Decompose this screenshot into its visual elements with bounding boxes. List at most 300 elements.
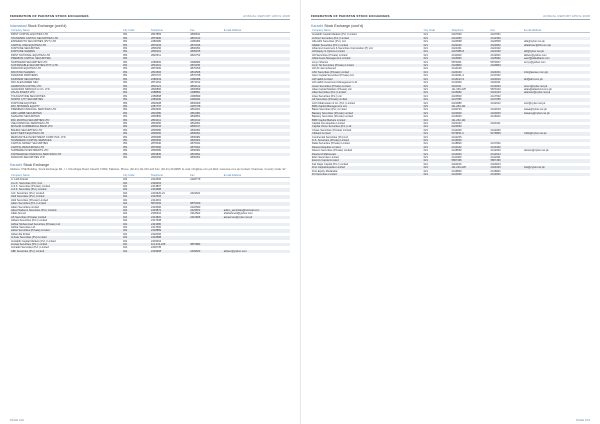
table-cell: 2412300 <box>490 37 523 40</box>
table-cell: 2287707 <box>150 105 189 108</box>
table-cell: 2420568 <box>451 40 462 44</box>
table-cell: 2280084 <box>190 40 201 44</box>
table-cell: 051 <box>122 78 150 81</box>
table-cell: alfalahsec@hbl.com.pk <box>523 44 590 47</box>
table-cell: 051 <box>123 81 128 85</box>
table-cell: 2424001 <box>490 71 523 74</box>
table-cell: Arif Ali Janmohamed <box>312 67 336 71</box>
table-cell: 021 <box>423 91 451 94</box>
section-title <box>10 163 290 167</box>
table-cell: Escorts Capital Limited <box>311 159 423 162</box>
table-cell: 2801831 <box>189 153 223 156</box>
table-cell: 2870360 <box>151 67 162 71</box>
table-cell: amyn@yahoo.com <box>524 60 546 64</box>
table-cell: 021 <box>423 121 428 125</box>
table-cell: 2421860 <box>451 37 490 40</box>
table-row <box>311 173 590 176</box>
table-cell: 2412012 <box>490 101 501 105</box>
table-cell: 2280388 <box>189 78 223 81</box>
table-cell: 2412001-2 <box>451 74 464 78</box>
table-cell: 2421011 <box>451 85 490 88</box>
table-cell: 051 <box>123 74 128 78</box>
table-cell: 051 <box>123 149 128 153</box>
table-cell: 051 <box>122 50 150 53</box>
table-cell: 2417608 <box>151 219 162 223</box>
table-cell: Adam Securities (Pvt.) Limited <box>10 202 122 205</box>
table-cell: 021 <box>122 229 150 232</box>
table-cell: 2806081 <box>190 128 201 132</box>
table-cell: 2283490 <box>150 98 189 101</box>
table-cell: Adeel Nadeem Securities (Pvt.) Limited <box>10 209 122 212</box>
table-cell: 2412015 <box>451 135 462 139</box>
table-cell: 5867466 <box>490 159 523 162</box>
table-cell: 2413807 <box>151 185 162 189</box>
section-karachi <box>10 163 290 253</box>
column-header: Company Name <box>10 29 122 33</box>
table-cell: AK Securities (Private) Limited <box>10 216 122 219</box>
table-cell: 2806080 <box>151 149 162 153</box>
table-cell: 021 <box>423 146 451 149</box>
table-cell: 021 <box>423 64 451 67</box>
table-cell: 2804301 <box>190 108 201 112</box>
table-cell: 051 <box>123 142 128 146</box>
table-cell: 2806161 <box>150 50 189 53</box>
table-cell: 2806080 <box>151 135 162 139</box>
table-cell: Bawa Securities (Pvt.) Limited <box>312 108 347 112</box>
table-cell: 2425960 <box>451 57 490 60</box>
table-cell: 2420060 <box>451 125 490 128</box>
table-cell: BRR Capital Markets Limited <box>311 119 423 122</box>
table-cell: 2280333 <box>150 78 189 81</box>
table-cell: 051 <box>123 94 128 98</box>
table-cell: 2827883 <box>151 33 162 37</box>
section-title-main: Karachi <box>10 163 23 168</box>
table-cell: First Capital Equities Limited <box>311 166 423 169</box>
right-page <box>300 0 600 424</box>
table-cell: 2424040 <box>451 71 490 74</box>
table-cell: 021 <box>423 60 428 64</box>
table-cell: 021 <box>423 105 451 108</box>
table-cell: FORTUNE SHARES <box>10 50 122 53</box>
table-cell: 2420779 <box>190 178 201 182</box>
table-cell: Abid Securities (Private) Limited <box>11 198 48 202</box>
table-cell: 051 <box>123 128 128 132</box>
table-cell: Dawood Fidahussain <box>311 153 423 156</box>
table-cell: Continental Securities (Pvt) Ltd. <box>312 135 349 139</box>
section-islamabad <box>10 24 290 159</box>
table-cell: bawa@cyber.net.pk <box>524 108 547 112</box>
table-cell: Akhtar Muhammad Securities (Private) Ltd. <box>10 223 122 226</box>
column-header: City Code <box>122 174 150 178</box>
table-cell: 2416800 <box>451 169 462 173</box>
table-cell: FAIRVIEW SECURITIES <box>10 78 122 81</box>
table-cell: ATLAS INVEST LTD <box>10 91 122 94</box>
table-cell: 2420411 <box>490 121 501 125</box>
table-cell: alifsec@yahoo.com <box>524 53 547 57</box>
table-cell: 021 <box>423 169 428 173</box>
page-number: PAGE 103 <box>576 418 590 422</box>
table-cell: 051 <box>122 146 150 149</box>
table-cell: 021 <box>423 87 428 91</box>
table-cell: 021 <box>423 156 428 160</box>
table-cell: 2414001 <box>151 198 162 202</box>
table-cell: 021 <box>423 149 428 153</box>
table-cell: 2806081 <box>190 135 201 139</box>
table-cell: 2806351 <box>190 47 201 51</box>
table-cell: 2417602 <box>490 142 501 146</box>
table-cell: Alfalah Securities (Pvt.) Limited <box>311 44 423 47</box>
table-cell: NORTHERN SECURITIES LTD <box>11 60 48 64</box>
table-cell: PAKISTAN SHARES <box>10 71 122 74</box>
column-header: Company Name <box>311 29 423 33</box>
table-cell: Bawany Securities (Private) Limited <box>312 115 353 119</box>
table-cell: Darson Securities (Private) Limited <box>312 149 353 153</box>
table-cell: 2420002 <box>490 44 523 47</box>
table-cell: 021 <box>423 67 428 71</box>
table-cell: 2415960 <box>451 91 490 94</box>
table-cell: STANDARD CAPITAL SECURITIES LTD <box>10 37 122 40</box>
header-right-label: ANNUAL REPORT APRIL 2008 <box>243 14 290 18</box>
table-cell: 2411840 <box>451 53 462 57</box>
table-cell: 2286899 <box>190 94 201 98</box>
table-cell: 021 <box>423 139 451 142</box>
table-cell: 2419621 <box>190 191 201 195</box>
table-cell: 2806811 <box>190 33 201 37</box>
table-cell: 021 <box>123 239 128 243</box>
table-cell: Bawany Securities (Private) Limited <box>311 112 423 115</box>
table-cell: MERCANTILE INVESTMENT CORP. PAK. LTD <box>11 135 66 139</box>
table-cell: 2418889 <box>150 229 189 232</box>
table-cell: 2870707 <box>151 74 162 78</box>
table-cell: 051 <box>123 121 128 125</box>
table-cell: 2802122 <box>189 85 223 88</box>
table-cell: EAST WEST EQUITIES LTD <box>10 132 122 135</box>
table-cell: Adam Securities Limited <box>11 205 39 209</box>
table-cell: 021 <box>423 101 428 105</box>
table-cell: 2802008 <box>151 101 162 105</box>
table-cell: 2411060 <box>451 156 462 160</box>
table-cell: 2870708 <box>190 74 201 78</box>
table-cell: 051 <box>123 47 128 51</box>
table-cell: 2826001 <box>189 139 223 142</box>
table-cell: 2312502 <box>190 212 201 216</box>
table-cell: 2414820 <box>150 216 189 219</box>
column-header: Telephone <box>150 29 189 33</box>
table-cell: 2419688 <box>150 188 189 191</box>
table-cell: 2410888 <box>150 236 189 239</box>
section-karachi-continued <box>311 24 590 176</box>
table-cell: FN Securities Limited <box>311 173 423 176</box>
broker-table <box>10 174 290 253</box>
table-cell: Amin Tai Securities (Private) Limited <box>311 64 423 67</box>
table-cell: Al-Falah Securities (Pvt.) Limited <box>11 246 49 250</box>
table-cell: 2876030 <box>151 142 162 146</box>
table-cell: 021 <box>423 74 428 78</box>
table-cell: 021 <box>423 40 428 44</box>
table-cell: 021 <box>123 191 128 195</box>
table-cell: 2802009 <box>190 101 201 105</box>
table-cell: 2423872 <box>150 209 189 212</box>
table-cell: 2418820 <box>451 142 462 146</box>
broker-table <box>311 29 590 176</box>
table-cell: bawany@cyber.net.pk <box>523 112 590 115</box>
table-cell: 021 <box>423 98 451 101</box>
table-cell: SUPREME INVESTMENTS LTD <box>11 149 49 153</box>
table-cell: 051 <box>123 135 128 139</box>
table-cell: 2806081 <box>190 149 201 153</box>
table-cell: 111-232-225 <box>150 243 189 246</box>
section-subtitle: Stock Exchange <box>23 163 50 168</box>
table-cell: 021 <box>423 78 451 81</box>
table-cell: Alif Equity & Options Limited <box>311 50 423 53</box>
table-cell: 2412000 <box>490 128 501 132</box>
table-cell: 021 <box>423 47 428 51</box>
header-title: FEDERATION OF PAKISTAN STOCK EXCHANGES <box>10 14 89 18</box>
table-cell: atlassec@cyber.net.pk <box>523 91 590 94</box>
table-cell: 051 <box>122 37 150 40</box>
table-cell: 2417655 <box>490 98 523 101</box>
table-cell: 2806080 <box>151 128 162 132</box>
table-cell: 2801155 <box>189 64 223 67</box>
table-cell: 2806150 <box>151 47 162 51</box>
table-cell: Chase Securities (Private) Limited <box>312 128 352 132</box>
table-cell: 2800860 <box>151 87 162 91</box>
table-cell: 021 <box>122 195 150 198</box>
table-cell: 2876031 <box>190 142 201 146</box>
table-cell: 2876060 <box>150 146 189 149</box>
table-cell: 021 <box>122 236 150 239</box>
table-cell: 051 <box>123 40 128 44</box>
table-cell: Al-Habib Capital Markets (Pvt.) Limited <box>11 239 56 243</box>
table-cell: SUSTAINABLE SECURITIES (PVT) LTD <box>10 64 122 67</box>
table-cell: 021 <box>423 71 451 74</box>
table-cell: Dawood Equities Limited <box>311 146 423 149</box>
table-cell: 021 <box>122 182 150 185</box>
table-cell: PAK MUNTHA SECURITIES LTD <box>10 119 122 122</box>
table-cell: 021 <box>423 119 451 122</box>
table-cell: 2417602 <box>490 94 501 98</box>
table-cell: KNOWLEDGE FINANCIAL SERVICES LTD <box>10 153 122 156</box>
table-cell: 021 <box>423 159 451 162</box>
table-cell: 2870036 <box>189 44 223 47</box>
table-cell: Arif Habib Limited <box>311 78 423 81</box>
table-cell: Allied Asset Management Limited <box>311 57 423 60</box>
table-cell: JSE FINANCIAL SERVICES LTD <box>11 121 50 125</box>
table-cell: aftabahmed@yahoo.com <box>223 212 253 216</box>
table-row <box>10 156 290 159</box>
table-cell: 2413001 <box>490 53 501 57</box>
table-cell: 2288861 <box>189 91 223 94</box>
table-cell: 2421010 <box>490 91 523 94</box>
table-cell: 021 <box>123 219 128 223</box>
table-cell: 021 <box>123 212 128 216</box>
table-cell: 051 <box>123 101 128 105</box>
table-cell: 2420500 <box>451 94 462 98</box>
table-cell: 2412020 <box>490 149 501 153</box>
table-cell: NORTH CITY SECURITIES <box>10 98 122 101</box>
table-cell: DAWOOD EQUITIES LTD <box>11 67 42 71</box>
table-cell: 2800859 <box>190 87 201 91</box>
column-header: Fax <box>189 29 223 33</box>
table-cell: aaml@alliedbank.com <box>523 57 590 60</box>
table-cell: 021 <box>123 178 128 182</box>
table-cell: Capital Vision Securities (Pvt.) Ltd. <box>311 125 423 128</box>
column-header: Telephone <box>451 29 490 33</box>
table-cell: 051 <box>122 71 150 74</box>
table-cell: 2415213-3 <box>451 78 490 81</box>
table-cell: PAK ALEXANDER SEC <box>11 81 39 85</box>
table-cell: 2420508 <box>490 40 501 44</box>
table-cell: 2822752 <box>190 53 201 57</box>
table-cell: 2289500 <box>151 60 162 64</box>
table-cell: 021 <box>122 216 150 219</box>
table-cell: 051 <box>122 64 150 67</box>
table-cell: 2801830 <box>150 153 189 156</box>
table-cell <box>223 156 290 159</box>
table-cell: aziz@cyber.net.pk <box>524 101 546 105</box>
table-cell: First Equity Modaraba <box>312 169 338 173</box>
table-cell: 021 <box>423 173 451 176</box>
table-cell: 021 <box>122 250 150 253</box>
table-cell: 021 <box>122 223 150 226</box>
table-cell: 2412000 <box>451 128 462 132</box>
table-cell: PREMIER FINANCIAL SERVICES LTD <box>11 108 57 112</box>
table-cell: alif@cyber.net.pk <box>523 50 590 53</box>
table-cell: 021 <box>423 153 451 156</box>
table-cell: 051 <box>122 57 150 60</box>
table-cell: 2420410 <box>451 121 462 125</box>
table-cell: Atlas Capital Markets (Private) Ltd. <box>312 87 353 91</box>
table-cell: 2874152 <box>190 81 201 85</box>
table-cell: 2283491 <box>189 98 223 101</box>
table-cell: ahl@ahl.com.pk <box>523 78 590 81</box>
table-cell: 2800017 <box>189 125 223 128</box>
table-cell: TOUCHSTONE SECURITIES <box>11 94 46 98</box>
table-cell: 2801506 <box>150 71 189 74</box>
table-cell: 2411061 <box>490 156 501 160</box>
header-title: FEDERATION OF PAKISTAN STOCK EXCHANGES <box>311 14 390 18</box>
table-cell: 2801012 <box>189 119 223 122</box>
column-header: Company Name <box>10 174 122 178</box>
table-cell: 111-336-225 <box>451 87 466 91</box>
table-cell: 021 <box>123 225 128 229</box>
table-cell: MUSLIM COMMERCIAL BANK LTD <box>10 125 122 128</box>
table-cell: 2424200 <box>490 166 523 169</box>
table-cell: 051 <box>122 139 150 142</box>
table-cell: 051 <box>122 119 150 122</box>
table-cell: 2421680 <box>150 223 189 226</box>
table-cell: HARRISON CAPITAL LTD <box>10 85 122 88</box>
table-cell: 5870001 <box>451 60 462 64</box>
table-cell: 2412620 <box>151 178 162 182</box>
table-cell: 2427885-8 <box>451 50 490 53</box>
table-cell: Citibank Limited <box>311 132 423 135</box>
table-cell: Fair Edge Capital (Pvt.) Limited <box>312 162 349 166</box>
section-title-main: Islamabad <box>10 24 27 28</box>
table-cell: 5870007 <box>490 60 501 64</box>
table-cell: 021 <box>423 50 451 53</box>
table-cell: 051 <box>123 108 128 112</box>
table-cell: 2287708 <box>189 105 223 108</box>
table-cell: A.H.K. Securities (Pvt.) Ltd. <box>10 182 122 185</box>
table-cell: 2412506 <box>150 195 189 198</box>
table-cell: abfsec@yahoo.com <box>223 250 290 253</box>
table-cell: 051 <box>122 98 150 101</box>
table-cell: 021 <box>122 243 150 246</box>
table-cell: 051 <box>123 53 128 57</box>
table-cell: 5870006 <box>150 202 189 205</box>
table-cell: 021 <box>423 94 428 98</box>
table-cell: 051 <box>123 87 128 91</box>
table-cell: 021 <box>123 232 128 236</box>
table-cell: 021 <box>423 125 451 128</box>
table-cell: 051 <box>123 67 128 71</box>
table-cell: 2412606 <box>189 216 223 219</box>
table-cell: Akbar Securities (Private) Limited <box>10 229 122 232</box>
table-cell: Akbani Securities (Pvt.) Limited <box>11 219 48 223</box>
table-cell: 2417600 <box>151 225 162 229</box>
table-cell: FORTUNE SECURITIES <box>11 47 40 51</box>
table-cell: ARIF HABIB SECURITIES <box>10 112 122 115</box>
table-cell: 2289684 <box>190 60 201 64</box>
table-cell: 2800851 <box>190 115 201 119</box>
table-cell: 021 <box>423 135 428 139</box>
table-cell: 2826000 <box>150 139 189 142</box>
table-cell: SHAHZAD SECURITIES <box>11 115 40 119</box>
table-cell: 2423872 <box>189 209 223 212</box>
section-subtitle: Stock Exchange (cont'd) <box>27 24 67 28</box>
table-cell: BAHRIA SECURITIES LTD <box>11 128 43 132</box>
table-cell: 2429603 <box>189 250 223 253</box>
table-cell: darson@cyber.net.pk <box>524 149 549 153</box>
table-cell: 051 <box>122 85 150 88</box>
table-cell: info@ascsec.com.pk <box>523 71 590 74</box>
table-cell: 5870009 <box>189 202 223 205</box>
column-header: E-mail Address <box>523 29 590 33</box>
table-cell: 2421880 <box>451 101 462 105</box>
column-header: Fax <box>189 174 223 178</box>
table-cell: JAHANGIR SIDDIQUI & CO. LTD <box>11 87 50 91</box>
table-cell: 2801508 <box>189 71 223 74</box>
table-cell: Aftab Ahmed <box>11 212 26 216</box>
table-cell: 2422590 <box>190 205 201 209</box>
table-cell: D.S. Securities (Private) Limited <box>311 139 423 142</box>
table-cell: 051 <box>122 91 150 94</box>
table-cell: 021 <box>423 115 428 119</box>
table-cell: 2418650 <box>451 149 462 153</box>
table-cell: fcel@cyber.net.pk <box>523 166 590 169</box>
table-cell: 2801011 <box>150 119 189 122</box>
table-cell: 2416600 <box>451 139 490 142</box>
table-cell: Akbar Zia Zubair <box>11 232 31 236</box>
table-cell: 2413000 <box>451 153 490 156</box>
table-cell: 2420013 <box>490 162 501 166</box>
table-cell: 2416801 <box>490 169 501 173</box>
table-cell: 2806155 <box>189 50 223 53</box>
table-cell: 2430735 <box>151 246 162 250</box>
table-cell: A.R. Securities (Pvt.) Limited <box>11 191 45 195</box>
table-cell: 021 <box>123 246 128 250</box>
table-cell: 2410102 <box>490 146 523 149</box>
table-cell: 2804051 <box>190 121 201 125</box>
table-cell: 2410102 <box>451 146 490 149</box>
table-cell: DAWOOD SECURITIES LTD <box>11 156 45 160</box>
table-cell: ESPERANTO SECURITIES (PVT) LTD <box>11 40 57 44</box>
table-cell: 021 <box>122 202 150 205</box>
table-cell: Al-Habib Capital Markets (Pvt.) Limited <box>312 33 357 37</box>
table-cell: 2417655 <box>451 98 490 101</box>
table-cell: 2800850 <box>151 115 162 119</box>
